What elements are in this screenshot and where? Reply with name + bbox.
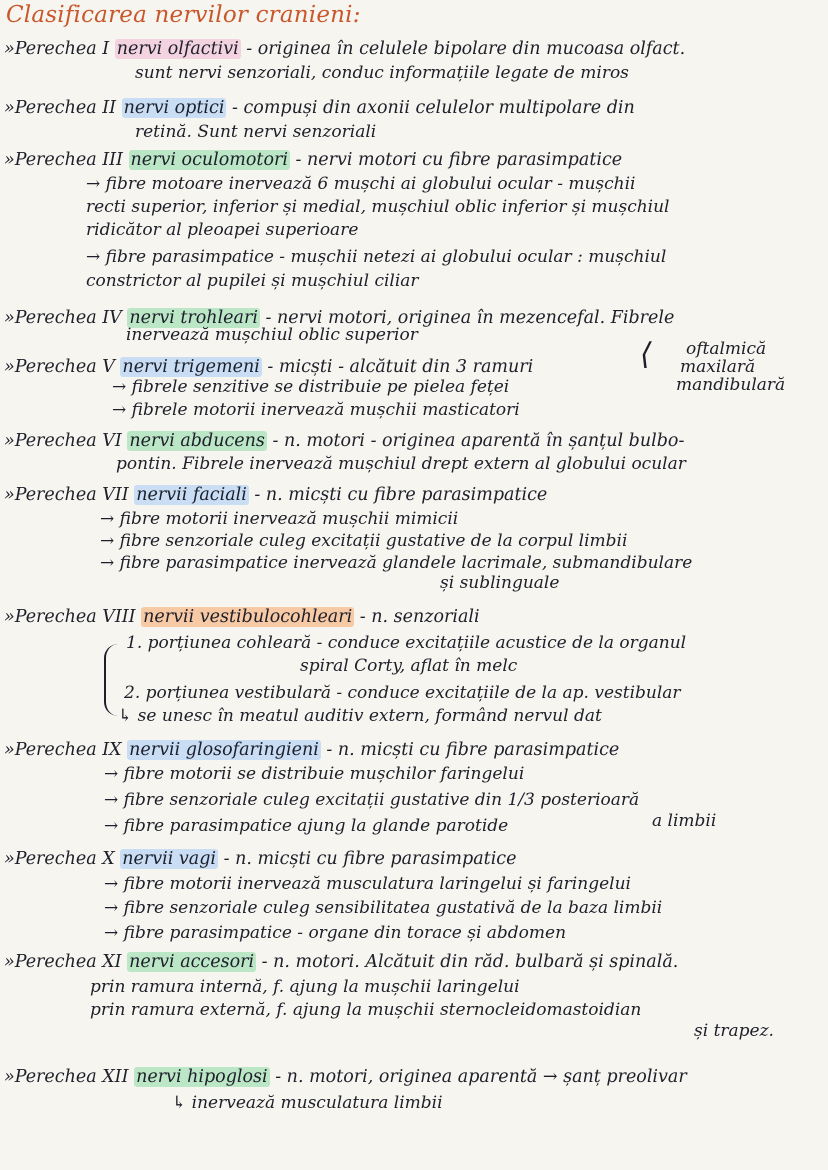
- pair-iv-line: inervează mușchiul oblic superior: [126, 325, 418, 345]
- pair-i-header: [4, 38, 685, 60]
- pair-iii-line: ridicător al pleoapei superioare: [86, 220, 359, 240]
- pair-i-line: sunt nervi senzoriali, conduc informațiile legate de miros: [135, 63, 629, 83]
- pair-ix-line: → fibre parasimpatice ajung la glande parotide: [104, 816, 509, 836]
- pair-viii-header: [4, 606, 480, 628]
- pair-xi-header: [4, 951, 678, 973]
- pair-description: - n. micști cu fibre parasimpatice: [254, 485, 548, 505]
- pair-ix-header: [4, 739, 619, 761]
- pair-vii-line: → fibre motorii inervează mușchii mimicii: [100, 509, 459, 529]
- page-title: Clasificarea nervilor cranieni:: [6, 2, 361, 28]
- nerve-name: nervii faciali: [136, 485, 247, 505]
- pair-label: »Perechea VIII: [4, 607, 136, 627]
- pair-description: - n. senzoriali: [359, 607, 480, 627]
- pair-label: »Perechea I: [4, 39, 110, 59]
- pair-description: - compuși din axonii celulelor multipolare din: [232, 98, 635, 118]
- pair-label: »Perechea XII: [4, 1067, 129, 1087]
- pair-ii-header: [4, 97, 635, 119]
- pair-label: »Perechea VII: [4, 485, 129, 505]
- pair-description: - n. motori - originea aparentă în șanțul bulbo-: [272, 431, 685, 451]
- pair-iii-line: → fibre parasimpatice - mușchii netezi ai globului ocular : mușchiul: [86, 247, 667, 267]
- pair-iii-line: recti superior, inferior și medial, mușchiul oblic inferior și mușchiul: [86, 197, 670, 217]
- pair-viii-line: 2. porțiunea vestibulară - conduce excitațiile de la ap. vestibular: [124, 683, 681, 703]
- pair-ix-line: → fibre motorii se distribuie mușchilor faringelui: [104, 764, 525, 784]
- nerve-name: nervi optici: [123, 98, 225, 118]
- nerve-name: nervi trohleari: [129, 308, 258, 328]
- pair-viii-line: 1. porțiunea cohleară - conduce excitațiile acustice de la organul: [126, 633, 687, 653]
- pair-iii-line: constrictor al pupilei și mușchiul ciliar: [86, 271, 419, 291]
- pair-description: - micști - alcătuit din 3 ramuri: [267, 357, 534, 377]
- pair-viii-line: spiral Corty, aflat în melc: [300, 656, 518, 676]
- pair-description: - n. micști cu fibre parasimpatice: [223, 849, 517, 869]
- pair-vii-header: [4, 484, 547, 506]
- pair-xi-line: și trapez.: [694, 1021, 774, 1041]
- pair-xi-line: prin ramura internă, f. ajung la mușchii laringelui: [90, 977, 520, 997]
- pair-label: »Perechea XI: [4, 952, 122, 972]
- pair-iii-line: → fibre motoare inervează 6 mușchi ai globului ocular - mușchii: [86, 174, 636, 194]
- pair-label: »Perechea IX: [4, 740, 122, 760]
- pair-xi-line: prin ramura externă, f. ajung la mușchii sternocleidomastoidian: [90, 1000, 642, 1020]
- pair-description: - n. motori. Alcătuit din răd. bulbară și spinală.: [261, 952, 679, 972]
- pair-viii-line: ↳ se unesc în meatul auditiv extern, formând nervul dat: [118, 706, 602, 726]
- branch-fork-icon: ⟨: [640, 337, 652, 372]
- pair-x-line: → fibre parasimpatice - organe din torace și abdomen: [104, 923, 567, 943]
- pair-xii-header: [4, 1066, 687, 1088]
- pair-ix-line: → fibre senzoriale culeg excitații gustative din 1/3 posterioară: [104, 790, 640, 810]
- nerve-name: nervi hipoglosi: [136, 1067, 268, 1087]
- pair-vii-line: și sublinguale: [440, 573, 560, 593]
- pair-v-line: → fibrele motorii inervează mușchii masticatori: [112, 400, 520, 420]
- pair-v-header: [4, 356, 533, 378]
- pair-label: »Perechea X: [4, 849, 115, 869]
- nerve-name: nervi trigemeni: [122, 357, 260, 377]
- pair-x-header: [4, 848, 516, 870]
- trigeminal-branch: maxilară: [680, 357, 756, 377]
- nerve-name: nervi accesori: [129, 952, 255, 972]
- pair-ii-line: retină. Sunt nervi senzoriali: [135, 122, 377, 142]
- nerve-name: nervi abducens: [129, 431, 265, 451]
- pair-label: »Perechea V: [4, 357, 115, 377]
- pair-x-line: → fibre motorii inervează musculatura laringelui și faringelui: [104, 874, 631, 894]
- pair-description: - n. micști cu fibre parasimpatice: [326, 740, 620, 760]
- pair-label: »Perechea IV: [4, 308, 122, 328]
- nerve-name: nervi olfactivi: [116, 39, 239, 59]
- pair-label: »Perechea VI: [4, 431, 122, 451]
- pair-vi-line: pontin. Fibrele inervează mușchiul drept extern al globului ocular: [116, 454, 686, 474]
- pair-ix-line: a limbii: [652, 811, 717, 831]
- pair-vii-line: → fibre parasimpatice inervează glandele lacrimale, submandibulare: [100, 553, 693, 573]
- pair-label: »Perechea III: [4, 150, 123, 170]
- trigeminal-branch: oftalmică: [686, 339, 767, 359]
- pair-xii-line: ↳ inervează musculatura limbii: [172, 1093, 443, 1113]
- pair-description: - nervi motori, originea în mezencefal. Fibrele: [265, 308, 675, 328]
- pair-description: - originea în celulele bipolare din mucoasa olfact.: [246, 39, 686, 59]
- pair-v-line: → fibrele senzitive se distribuie pe pielea feței: [112, 377, 510, 397]
- nerve-name: nervii vestibulocohleari: [143, 607, 353, 627]
- pair-x-line: → fibre senzoriale culeg sensibilitatea gustativă de la baza limbii: [104, 898, 663, 918]
- nerve-name: nervi oculomotori: [130, 150, 288, 170]
- pair-label: »Perechea II: [4, 98, 117, 118]
- pair-description: - nervi motori cu fibre parasimpatice: [295, 150, 623, 170]
- nerve-name: nervii vagi: [122, 849, 217, 869]
- pair-iii-header: [4, 149, 622, 171]
- pair-vii-line: → fibre senzoriale culeg excitații gustative de la corpul limbii: [100, 531, 628, 551]
- trigeminal-branch: mandibulară: [676, 375, 786, 395]
- pair-vi-header: [4, 430, 684, 452]
- nerve-name: nervii glosofaringieni: [129, 740, 319, 760]
- pair-description: - n. motori, originea aparentă → șanț preolivar: [275, 1067, 687, 1087]
